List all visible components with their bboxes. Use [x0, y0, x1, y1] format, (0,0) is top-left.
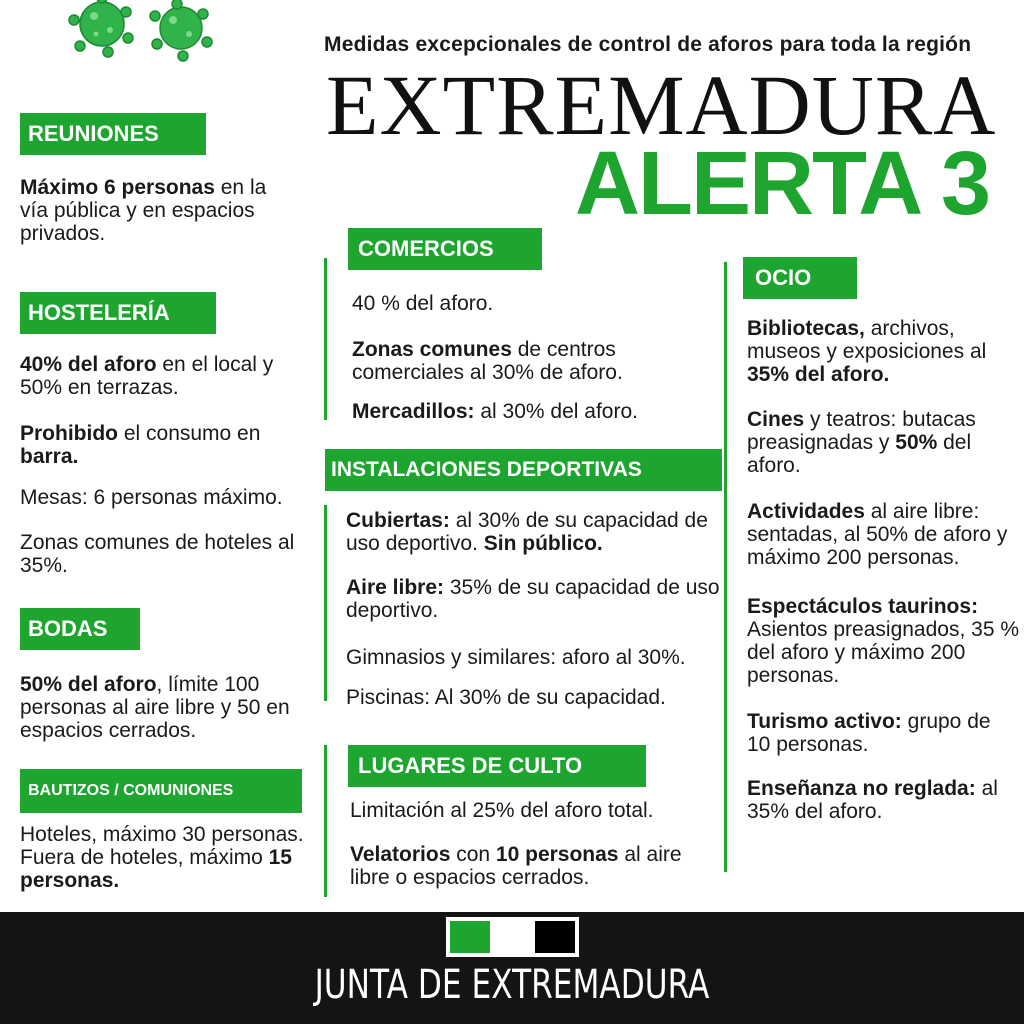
- deportivas-item: Gimnasios y similares: aforo al 30%.: [346, 646, 686, 669]
- comercios-item: Mercadillos: al 30% del aforo.: [352, 400, 638, 423]
- ocio-item: Enseñanza no reglada: al 35% del aforo.: [747, 777, 998, 823]
- section-label-reuniones: REUNIONES: [20, 113, 206, 155]
- alert-level: ALERTA 3: [575, 134, 990, 234]
- culto-item: Velatorios con 10 personas al aire libre o espacios cerrados.: [350, 843, 682, 889]
- divider-line: [324, 745, 327, 897]
- ocio-item: Espectáculos taurinos: Asientos preasignados, 35 % del aforo y máximo 200 personas.: [747, 595, 1020, 687]
- ocio-item: Bibliotecas, archivos, museos y exposiciones al 35% del aforo.: [747, 317, 987, 386]
- comercios-item: Zonas comunes de centros comerciales al 30% de aforo.: [352, 338, 623, 384]
- ocio-item: Turismo activo: grupo de 10 personas.: [747, 710, 991, 756]
- deportivas-item: Aire libre: 35% de su capacidad de uso deportivo.: [346, 576, 720, 622]
- comercios-item: 40 % del aforo.: [352, 292, 494, 315]
- ocio-item: Actividades al aire libre: sentadas, al 50% de aforo y máximo 200 personas.: [747, 500, 1008, 569]
- bodas-item: 50% del aforo, límite 100 personas al aire libre y 50 en espacios cerrados.: [20, 673, 290, 742]
- extremadura-flag-icon: [446, 917, 579, 957]
- page-title: EXTREMADURA: [326, 57, 997, 153]
- section-label-deportivas: INSTALACIONES DEPORTIVAS: [325, 449, 722, 491]
- section-label-culto: LUGARES DE CULTO: [348, 745, 646, 787]
- section-label-bodas: BODAS: [20, 608, 140, 650]
- hosteleria-item: Mesas: 6 personas máximo.: [20, 486, 283, 509]
- hosteleria-item: Prohibido el consumo en barra.: [20, 422, 261, 468]
- divider-line: [724, 262, 727, 872]
- section-label-bautizos: BAUTIZOS / COMUNIONES: [20, 769, 302, 813]
- hosteleria-item: 40% del aforo en el local y 50% en terrazas.: [20, 353, 274, 399]
- virus-icon: [145, 0, 220, 66]
- divider-line: [324, 505, 327, 701]
- section-label-hosteleria: HOSTELERÍA: [20, 292, 216, 334]
- ocio-item: Cines y teatros: butacas preasignadas y 50% del aforo.: [747, 408, 976, 477]
- virus-icon: [60, 0, 145, 62]
- culto-item: Limitación al 25% del aforo total.: [350, 799, 654, 822]
- page-subtitle: Medidas excepcionales de control de aforos para toda la región: [324, 33, 972, 56]
- section-label-comercios: COMERCIOS: [348, 228, 542, 270]
- bautizos-item: Hoteles, máximo 30 personas. Fuera de hoteles, máximo 15 personas.: [20, 823, 304, 892]
- footer-logo-text: JUNTA DE EXTREMADURA: [314, 962, 710, 1008]
- section-label-ocio: OCIO: [743, 257, 857, 299]
- deportivas-item: Piscinas: Al 30% de su capacidad.: [346, 686, 666, 709]
- divider-line: [324, 258, 327, 420]
- reuniones-item: Máximo 6 personas en la vía pública y en espacios privados.: [20, 176, 267, 245]
- hosteleria-item: Zonas comunes de hoteles al 35%.: [20, 531, 295, 577]
- deportivas-item: Cubiertas: al 30% de su capacidad de uso deportivo. Sin público.: [346, 509, 708, 555]
